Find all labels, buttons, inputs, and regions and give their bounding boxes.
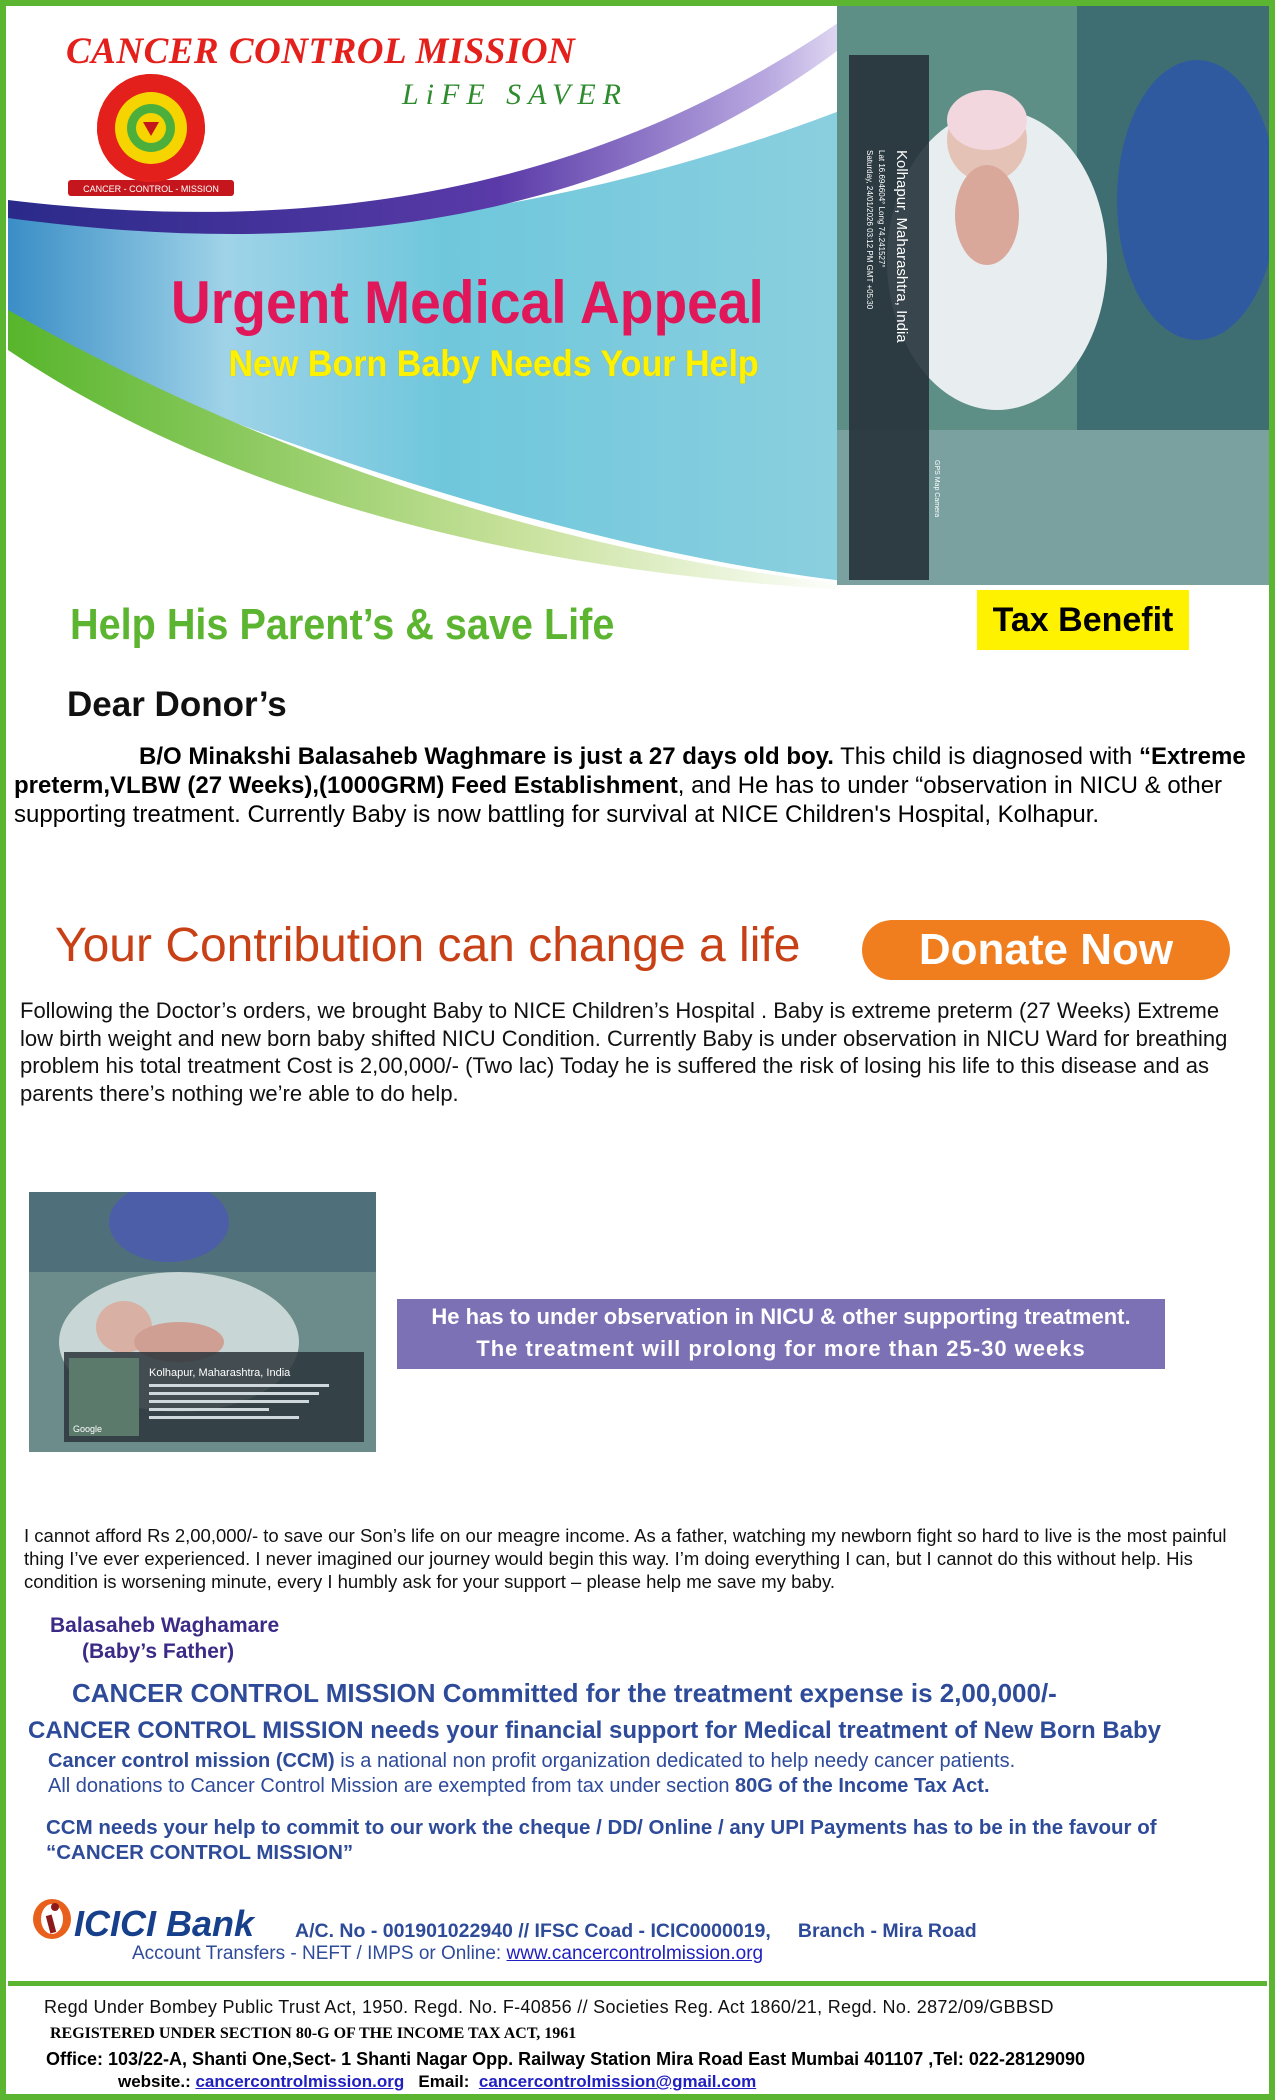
ccm-tax-section: 80G of the Income Tax Act. bbox=[735, 1775, 990, 1797]
photo-timestamp: Saturday, 24/01/2026 03:12 PM GMT +05:30 bbox=[865, 150, 874, 310]
org-title: CANCER CONTROL MISSION bbox=[66, 31, 576, 72]
transfer-text: Account Transfers - NEFT / IMPS or Online: bbox=[132, 1943, 507, 1964]
email-link[interactable]: cancercontrolmission@gmail.com bbox=[478, 2072, 757, 2091]
ccm-needs-support: CANCER CONTROL MISSION needs your financial support for Medical treatment of New Born Baby bbox=[28, 1717, 1162, 1744]
tagline: LiFE SAVER bbox=[402, 78, 628, 111]
tax-registration: REGISTERED UNDER SECTION 80-G OF THE INCOME TAX ACT, 1961 bbox=[50, 2025, 577, 2042]
treatment-note: , and He has to under “observation in NICU & other supporting treatment. Currently Baby is now battling for survival at NICE Children's Hospital, Kolhapur. bbox=[14, 772, 1223, 828]
small-photo-brand: Google bbox=[73, 1424, 103, 1434]
story-paragraph: Following the Doctor’s orders, we brought Baby to NICE Children’s Hospital . Baby is extreme preterm (27 Weeks) Extreme low birth weight and new born baby shifted NICU Condition. Currently Baby is under observation in NICU Ward for breathing problem his total treatment Cost is 2,00,000/- (Two lac) Today he is suffered the risk of losing his life to this disease and as parents there’s nothing we’re able to do help. bbox=[20, 998, 1228, 1106]
ccm-about bbox=[48, 1749, 1248, 1799]
help-heading: Help His Parent’s & save Life bbox=[70, 600, 615, 649]
ccm-about-name: Cancer control mission (CCM) bbox=[48, 1750, 335, 1772]
photo-coords: Lat 16.694604° Long 74.241527° bbox=[877, 150, 886, 268]
baby-nicu-photo bbox=[29, 1192, 376, 1452]
footer-contact bbox=[118, 2072, 756, 2092]
bank-name: ICICI Bank bbox=[74, 1903, 255, 1943]
ccm-cheque-note: CCM needs your help to commit to our work the cheque / DD/ Online / any UPI Payments has to be in the favour of “CANCER CONTROL MISSION” bbox=[46, 1816, 1157, 1864]
diagnosis-lead: This child is diagnosed with bbox=[833, 743, 1139, 770]
bank-account-details: A/C. No - 001901022940 // IFSC Coad - ICIC0000019, Branch - Mira Road bbox=[295, 1920, 977, 1942]
ccm-tax-text: All donations to Cancer Control Mission are exempted from tax under section bbox=[48, 1775, 736, 1797]
patient-intro: B/O Minakshi Balasaheb Waghmare is just a 27 days old boy. bbox=[139, 743, 834, 770]
callout-line-1: He has to under observation in NICU & other supporting treatment. bbox=[431, 1304, 1131, 1329]
small-photo-location: Kolhapur, Maharashtra, India bbox=[149, 1367, 291, 1379]
transfer-link[interactable]: www.cancercontrolmission.org bbox=[506, 1943, 764, 1964]
cancer-control-logo bbox=[66, 70, 236, 200]
photo-location: Kolhapur, Maharashtra, India bbox=[893, 150, 910, 343]
bank-transfer-info bbox=[132, 1943, 763, 1965]
website-link[interactable]: cancercontrolmission.org bbox=[195, 2072, 405, 2091]
appeal-title: Urgent Medical Appeal bbox=[170, 269, 764, 336]
office-address: Office: 103/22-A, Shanti One,Sect- 1 Shanti Nagar Opp. Railway Station Mira Road East Mumbai 401107 ,Tel: 022-28129090 bbox=[46, 2049, 1086, 2069]
icici-bank-logo bbox=[30, 1893, 286, 1943]
contribution-heading: Your Contribution can change a life bbox=[55, 919, 801, 972]
logo-banner-text: CANCER - CONTROL - MISSION bbox=[83, 184, 219, 194]
photo-app-label: GPS Map Camera bbox=[933, 460, 940, 518]
email-label: Email: bbox=[404, 2072, 479, 2091]
diagnosis: “Extreme preterm,VLBW (27 Weeks),(1000GRM) Feed Establishment bbox=[14, 743, 1246, 799]
intro-paragraph bbox=[14, 742, 1254, 829]
footer-divider bbox=[8, 1981, 1267, 1986]
appeal-subtitle: New Born Baby Needs Your Help bbox=[228, 343, 759, 384]
treatment-callout bbox=[397, 1299, 1165, 1369]
ccm-about-desc: is a national non profit organization dedicated to help needy cancer patients. bbox=[334, 1750, 1016, 1772]
tax-benefit-badge: Tax Benefit bbox=[977, 590, 1189, 650]
salutation: Dear Donor’s bbox=[67, 685, 287, 724]
baby-incubator-photo bbox=[837, 0, 1275, 585]
donate-button[interactable]: Donate Now bbox=[862, 920, 1230, 980]
signature-name: Balasaheb Waghamare bbox=[50, 1614, 280, 1637]
father-plea: I cannot afford Rs 2,00,000/- to save our Son’s life on our meagre income. As a father, watching my newborn fight so hard to live is the most painful thing I’ve ever experienced. I never imagined our journey would begin this way. I’m doing everything I can, but I cannot do this without help. His condition is worsening minute, every I humbly ask for your support – please help me save my baby. bbox=[24, 1525, 1227, 1592]
registration-info: Regd Under Bombey Public Trust Act, 1950. Regd. No. F-40856 // Societies Reg. Act 1860/21, Regd. No. 2872/09/GBBSD bbox=[44, 1997, 1054, 2017]
signature-role: (Baby’s Father) bbox=[82, 1640, 235, 1663]
website-label: website.: bbox=[118, 2072, 196, 2091]
ccm-commitment: CANCER CONTROL MISSION Committed for the treatment expense is 2,00,000/- bbox=[72, 1678, 1057, 1708]
callout-line-2: The treatment will prolong for more than 25-30 weeks bbox=[476, 1336, 1086, 1361]
